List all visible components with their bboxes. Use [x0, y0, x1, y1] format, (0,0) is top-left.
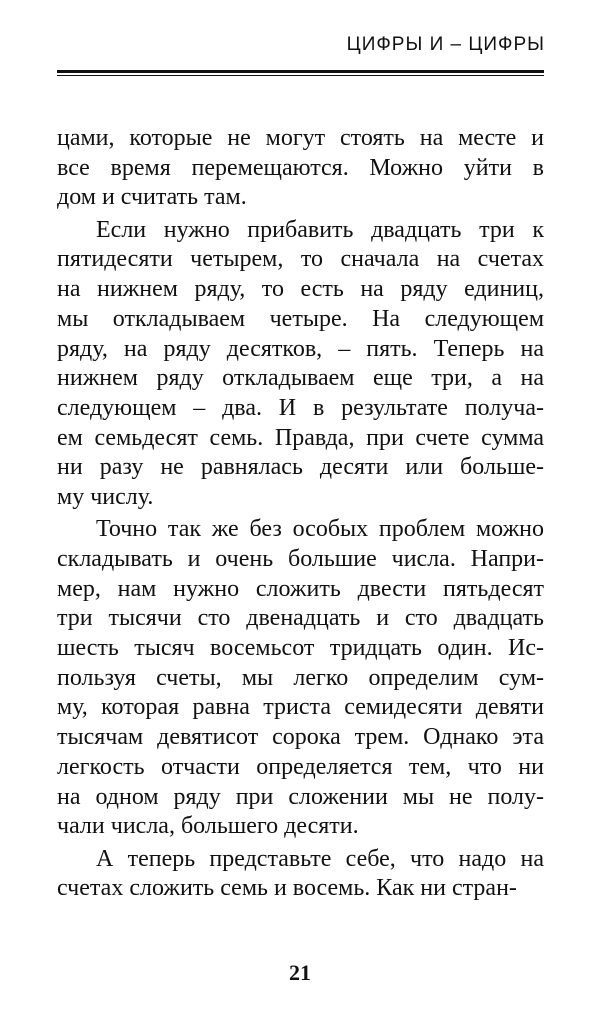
- text-line: му числу.: [57, 483, 154, 510]
- text-line: Точно так же без особых проблем можно: [96, 516, 544, 543]
- text-line: легкость отчасти определяется тем, что ни: [57, 753, 544, 780]
- paragraph: [57, 845, 544, 904]
- running-head: ЦИФРЫ И – ЦИФРЫ: [346, 34, 545, 55]
- text-line: складывать и очень большие числа. Напри-: [57, 546, 544, 572]
- text-line: следующем – два. И в результате получа-: [57, 394, 544, 421]
- text-line: А теперь представьте себе, что надо на: [96, 845, 544, 872]
- header-rule-thick: [57, 70, 544, 73]
- text-line: Если нужно прибавить двадцать три к: [96, 216, 544, 243]
- text-line: на одном ряду при сложении мы не полу-: [57, 783, 544, 810]
- body-text: [57, 124, 544, 904]
- text-line: три тысячи сто двенадцать и сто двадцать: [57, 605, 544, 632]
- text-line: на нижнем ряду, то есть на ряду единиц,: [57, 276, 544, 303]
- text-line: пятидесяти четырем, то сначала на счетах: [57, 246, 544, 273]
- text-line: тысячам девятисот сорока трем. Однако эта: [57, 724, 544, 751]
- text-line: му, которая равна триста семидесяти девяти: [57, 694, 544, 721]
- text-line: мер, нам нужно сложить двести пятьдесят: [57, 575, 544, 602]
- text-line: чали числа, большего десяти.: [57, 813, 359, 840]
- text-line: пользуя счеты, мы легко определим сум-: [57, 664, 544, 691]
- text-line: ни разу не равнялась десяти или большe-: [57, 454, 544, 481]
- text-line: ем семьдесят семь. Правда, при счете сумма: [57, 424, 544, 451]
- text-line: счетах сложить семь и восемь. Как ни стран-: [57, 875, 517, 902]
- text-line: ряду, на ряду десятков, – пять. Теперь на: [57, 335, 544, 362]
- text-line: шесть тысяч восемьсот тридцать один. Ис-: [57, 635, 544, 662]
- text-line: мы откладываем четыре. На следующем: [57, 305, 544, 332]
- paragraph: [57, 515, 544, 842]
- text-line: дом и считать там.: [57, 184, 247, 211]
- paragraph: [57, 216, 544, 513]
- page-number: 21: [289, 960, 311, 985]
- text-line: цами, которые не могут стоять на месте и: [57, 125, 544, 151]
- header-rule-thin: [57, 75, 544, 76]
- text-line: нижнем ряду откладываем еще три, а на: [57, 365, 544, 392]
- text-line: все время перемещаются. Можно уйти в: [57, 154, 544, 181]
- paragraph: [57, 124, 544, 213]
